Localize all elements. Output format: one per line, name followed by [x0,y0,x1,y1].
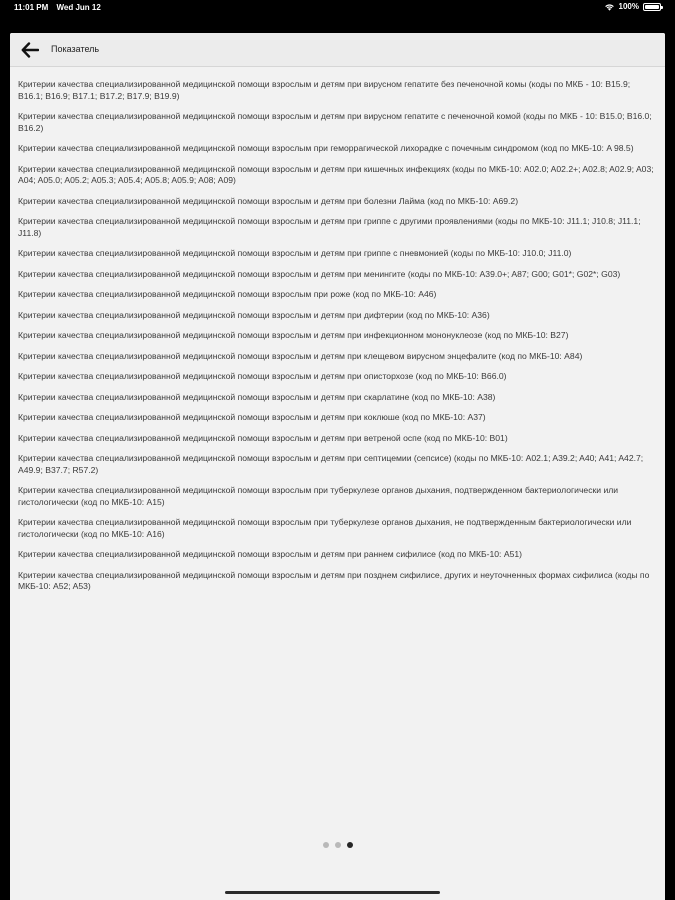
app-window [10,33,665,900]
arrow-left-icon [21,42,39,58]
list-item[interactable]: Критерии качества специализированной медицинской помощи взрослым и детям при ветреной оспе (код по МКБ-10: B01) [18,432,508,443]
list-item[interactable]: Критерии качества специализированной медицинской помощи взрослым и детям при раннем сифилисе (код по МКБ-10: A51) [18,549,522,559]
criteria-list [10,67,665,593]
status-right [604,2,661,11]
back-button[interactable] [20,41,40,59]
list-item[interactable]: Критерии качества специализированной медицинской помощи взрослым при туберкулезе органов дыхания, не подтвержденным бактериологически или гистологически (код по МКБ-10: A16) [18,517,632,539]
page-title: Показатель [51,44,100,54]
list-item[interactable]: Критерии качества специализированной медицинской помощи взрослым и детям при позднем сифилисе, других и неуточненных формах сифилиса (коды по МКБ-10: A52; A53) [18,569,650,591]
list-item[interactable]: Критерии качества специализированной медицинской помощи взрослым и детям при гриппе с другими проявлениями (коды по МКБ-10: J11.1; J10.8; J11.1; J11.8) [18,216,641,238]
list-item[interactable]: Критерии качества специализированной медицинской помощи взрослым и детям при вирусном гепатите с печеночной комой (коды по МКБ - 10: B15.0; B16.0; B16.2) [18,111,652,133]
list-item[interactable]: Критерии качества специализированной медицинской помощи взрослым и детям при описторхозе (код по МКБ-10: B66.0) [18,371,507,381]
list-item[interactable]: Критерии качества специализированной медицинской помощи взрослым при туберкулезе органов дыхания, подтвержденном бактериологически или гистологически (код по МКБ-10: A15) [18,485,619,507]
list-item[interactable]: Критерии качества специализированной медицинской помощи взрослым при геморрагической лихорадке с почечным синдромом (код по МКБ-10: A 98.5) [18,143,634,153]
list-item[interactable]: Критерии качества специализированной медицинской помощи взрослым и детям при септицемии (сепсисе) (коды по МКБ-10: A02.1; A39.2; A40; A41; A42.7; A49.9; B37.7; R57.2) [18,453,644,475]
list-item[interactable]: Критерии качества специализированной медицинской помощи взрослым и детям при кишечных инфекциях (коды по МКБ-10: A02.0; A02.2+; A02.8; A02.9; A03; A04; A05.0; A05.2; A05.3; A05.4; A05.8; A05.9; A08; A09) [18,163,654,185]
status-time: 11:01 PM [14,3,49,12]
list-item[interactable]: Критерии качества специализированной медицинской помощи взрослым и детям при коклюше (код по МКБ-10: A37) [18,412,486,422]
wifi-icon [604,3,615,11]
page-indicator[interactable] [0,842,675,848]
status-left [14,3,107,12]
list-item[interactable]: Критерии качества специализированной медицинской помощи взрослым и детям при дифтерии (код по МКБ-10: A36) [18,309,490,320]
home-indicator[interactable] [225,891,440,894]
page-dot[interactable] [335,842,341,848]
status-bar [0,0,675,14]
navigation-bar [10,33,665,67]
list-item[interactable]: Критерии качества специализированной медицинской помощи взрослым и детям при вирусном гепатите без печеночной комы (коды по МКБ - 10: B15.9; B16.1; B16.9; B17.1; B17.2; B17.9; B19.9) [18,79,631,101]
list-item[interactable]: Критерии качества специализированной медицинской помощи взрослым и детям при болезни Лайма (код по МКБ-10: A69.2) [18,195,519,206]
battery-percent: 100% [618,2,639,11]
list-item[interactable]: Критерии качества специализированной медицинской помощи взрослым и детям при инфекционном мононуклеозе (код по МКБ-10: B27) [18,330,569,340]
page-dot[interactable] [323,842,329,848]
list-item[interactable]: Критерии качества специализированной медицинской помощи взрослым и детям при клещевом вирусном энцефалите (код по МКБ-10: A84) [18,350,583,361]
list-item[interactable]: Критерии качества специализированной медицинской помощи взрослым при роже (код по МКБ-10: A46) [18,289,437,299]
list-item[interactable]: Критерии качества специализированной медицинской помощи взрослым и детям при менингите (коды по МКБ-10: A39.0+; A87; G00; G01*; G02*; G03) [18,268,621,279]
status-date: Wed Jun 12 [56,3,101,12]
battery-icon [643,3,661,11]
list-item[interactable]: Критерии качества специализированной медицинской помощи взрослым и детям при скарлатине (код по МКБ-10: A38) [18,391,496,402]
page-dot-active[interactable] [347,842,353,848]
list-item[interactable]: Критерии качества специализированной медицинской помощи взрослым и детям при гриппе с пневмонией (коды по МКБ-10: J10.0; J11.0) [18,248,572,258]
